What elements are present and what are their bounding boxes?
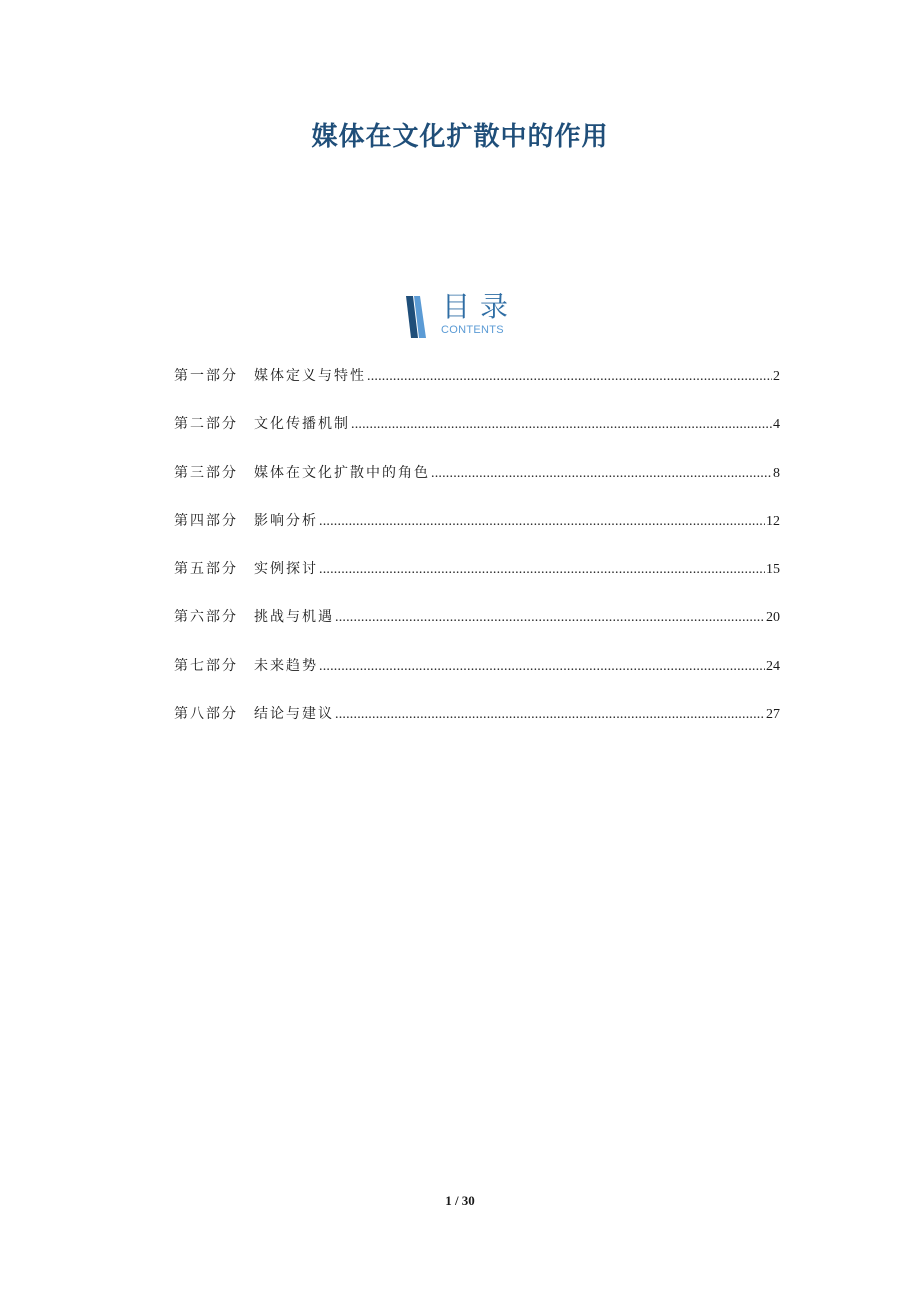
toc-entry[interactable] (174, 704, 780, 752)
toc-dot-leader (431, 464, 772, 484)
toc-heading: 目录 (442, 290, 519, 323)
toc-entry-title: 影响分析 (254, 512, 318, 529)
toc-page-number: 24 (766, 658, 780, 674)
toc-dot-leader (367, 367, 772, 387)
toc-entry-title: 媒体定义与特性 (254, 368, 366, 384)
toc-entry[interactable] (174, 511, 780, 559)
toc-dot-leader (319, 512, 765, 532)
toc-dot-leader (319, 560, 765, 580)
toc-page-number: 2 (773, 369, 780, 384)
toc-part-label: 第五部分 (174, 561, 238, 578)
toc-entry-title: 实例探讨 (254, 561, 318, 578)
toc-part-label: 第八部分 (174, 706, 238, 723)
toc-dot-leader (319, 657, 765, 677)
toc-entry[interactable] (174, 366, 780, 414)
toc-entry-title: 挑战与机遇 (254, 609, 334, 626)
toc-list (174, 366, 780, 752)
toc-part-label: 第七部分 (174, 657, 238, 674)
toc-entry-title: 未来趋势 (254, 657, 318, 674)
toc-header (404, 290, 534, 338)
toc-dot-leader (351, 415, 772, 435)
toc-page-number: 20 (766, 610, 780, 626)
toc-entry[interactable] (174, 607, 780, 655)
toc-entry-title: 文化传播机制 (254, 416, 350, 433)
toc-subheading: CONTENTS (441, 324, 504, 336)
toc-page-number: 8 (773, 465, 780, 481)
toc-part-label: 第三部分 (174, 464, 238, 481)
toc-part-label: 第四部分 (174, 512, 238, 529)
page-number-footer: 1 / 30 (445, 1193, 475, 1208)
toc-entry[interactable] (174, 463, 780, 511)
toc-entry[interactable] (174, 414, 780, 462)
toc-page-number: 12 (766, 513, 780, 529)
toc-entry[interactable] (174, 656, 780, 704)
toc-entry-title: 结论与建议 (254, 706, 334, 723)
toc-dot-leader (335, 705, 765, 725)
toc-dot-leader (335, 608, 765, 628)
toc-page-number: 27 (766, 707, 780, 723)
toc-entry-title: 媒体在文化扩散中的角色 (254, 464, 430, 481)
book-stripe-icon (404, 296, 430, 338)
toc-page-number: 15 (766, 562, 780, 578)
toc-part-label: 第一部分 (174, 368, 238, 384)
toc-page-number: 4 (773, 417, 780, 433)
toc-entry[interactable] (174, 559, 780, 607)
toc-part-label: 第六部分 (174, 609, 238, 626)
toc-part-label: 第二部分 (174, 416, 238, 433)
document-title: 媒体在文化扩散中的作用 (311, 122, 609, 152)
